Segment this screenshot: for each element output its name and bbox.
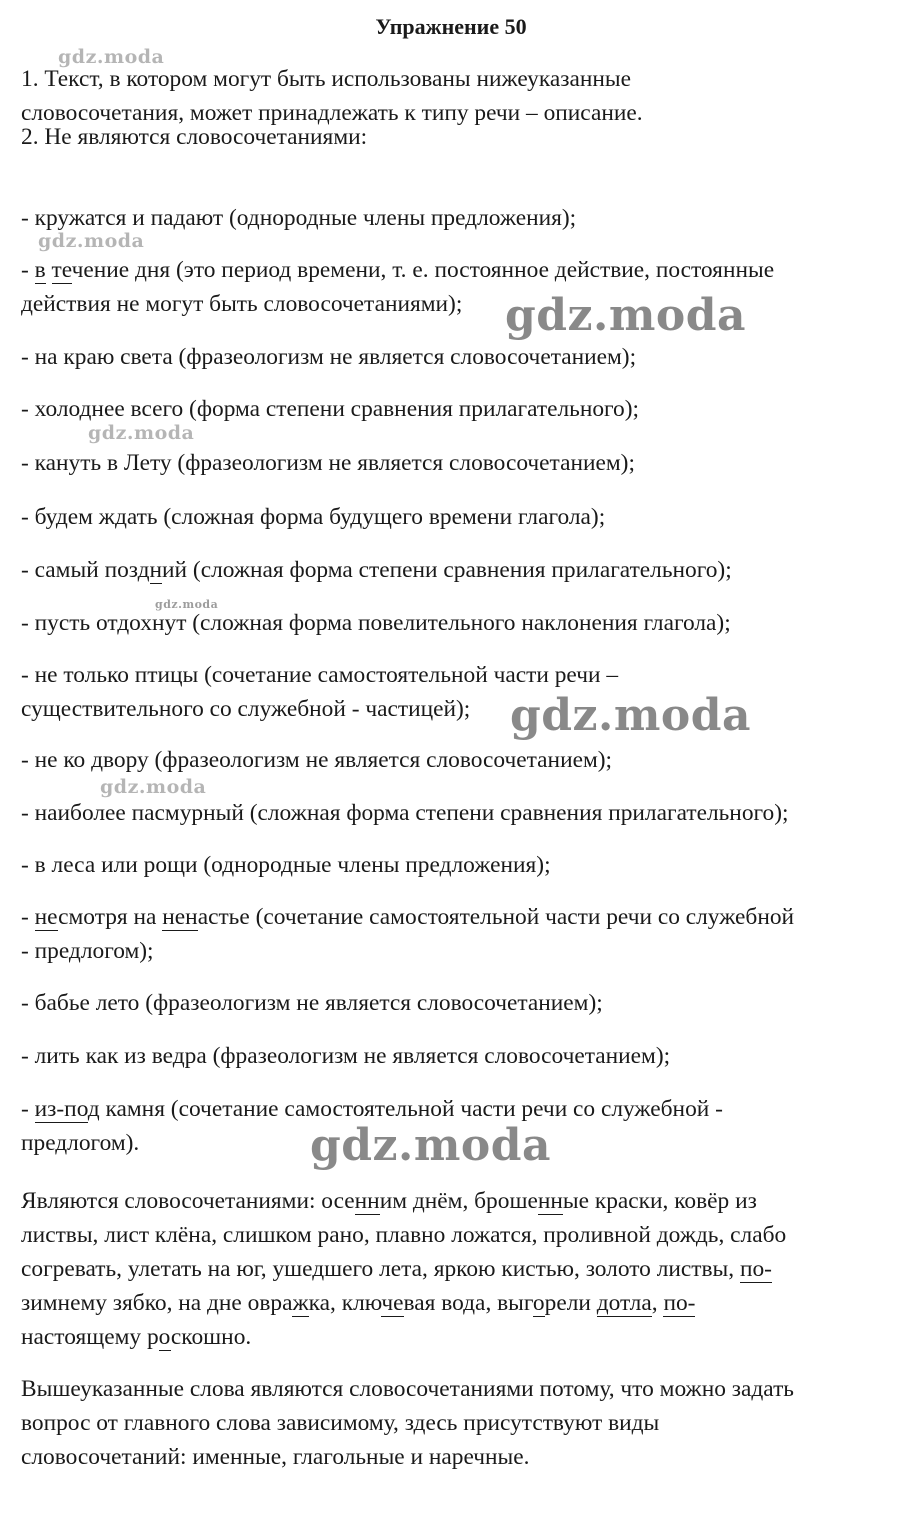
paragraph-explanation: Вышеуказанные слова являются словосочетаниями потому, что можно задать вопрос от главного слова зависимому, здесь присутствуют виды словосочетаний: именные, глагольные и наречные. [21,1376,794,1470]
list-item: - на краю света (фразеологизм не является словосочетанием); [21,344,637,370]
list-item: - самый поздний (сложная форма степени сравнения прилагательного); [21,557,732,583]
list-item: - холоднее всего (форма степени сравнения прилагательного); [21,396,640,422]
list-item: - будем ждать (сложная форма будущего времени глагола); [21,504,606,530]
list-item: - кануть в Лету (фразеологизм не является словосочетанием); [21,450,635,476]
watermark: gdz.moda [38,230,145,252]
paragraph-text-type: 1. Текст, в котором могут быть использованы нижеуказанные словосочетания, может принадлежать к типу речи – описание. [21,66,643,126]
watermark: gdz.moda [155,598,219,611]
watermark: gdz.moda [100,776,207,798]
exercise-title: Упражнение 50 [375,14,527,39]
list-item: - несмотря на ненастье (сочетание самостоятельной части речи со служебной - предлогом); [21,904,795,964]
watermark: gdz.moda [310,1120,552,1171]
watermark: gdz.moda [88,422,195,444]
paragraph-not-collocations-heading: 2. Не являются словосочетаниями: [21,124,368,150]
watermark: gdz.moda [58,46,165,68]
paragraph-collocations: Являются словосочетаниями: осенним днём, брошенные краски, ковёр из листвы, лист клёна, слишком рано, плавно ложатся, проливной дождь, слабо согревать, улетать на юг, ушедшего лета, яркою кистью, золото листвы, по- зимнему зябко, на дне овражка, ключевая вода, выгорели дотла, по- настоящему роскошно. [21,1188,787,1350]
list-item: - наиболее пасмурный (сложная форма степени сравнения прилагательного); [21,800,789,826]
watermark: gdz.moda [510,690,752,741]
list-item: - кружатся и падают (однородные члены предложения); [21,205,577,231]
list-item: - лить как из ведра (фразеологизм не является словосочетанием); [21,1043,671,1069]
list-item: - в леса или рощи (однородные члены предложения); [21,852,551,878]
list-item: - не ко двору (фразеологизм не является словосочетанием); [21,747,613,773]
list-item: - в течение дня (это период времени, т. е. постоянное действие, постоянные действия не могут быть словосочетаниями); [21,257,775,317]
list-item: - из-под камня (сочетание самостоятельной части речи со служебной - предлогом). [21,1096,723,1156]
list-item: - пусть отдохнут (сложная форма повелительного наклонения глагола); [21,610,731,636]
watermark: gdz.moda [505,290,747,341]
list-item: - бабье лето (фразеологизм не является словосочетанием); [21,990,603,1016]
list-item: - не только птицы (сочетание самостоятельной части речи – существительного со служебной - частицей); [21,662,619,722]
